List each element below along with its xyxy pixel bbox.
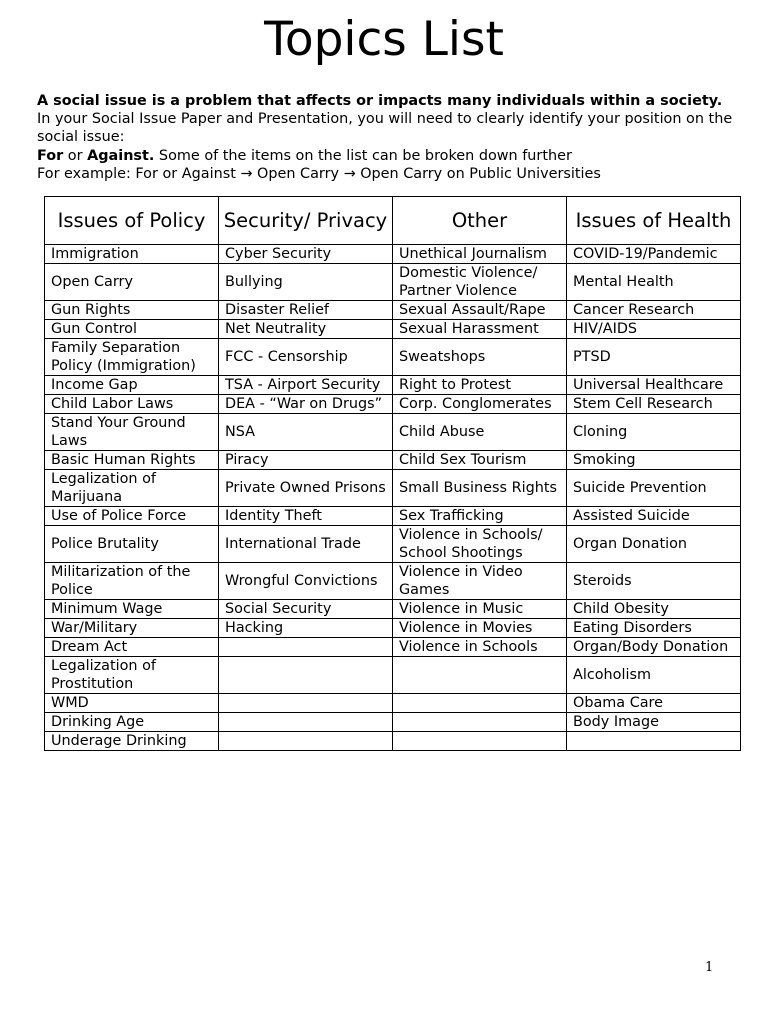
cell-other: Unethical Journalism: [393, 245, 567, 264]
cell-policy: Minimum Wage: [45, 600, 219, 619]
table-row: [45, 563, 741, 600]
cell-policy: Use of Police Force: [45, 507, 219, 526]
example-line: For example: For or Against → Open Carry → Open Carry on Public Universities: [37, 165, 601, 182]
position-line: [37, 147, 737, 165]
cell-health: Mental Health: [567, 264, 741, 301]
cell-health: Eating Disorders: [567, 619, 741, 638]
cell-security-privacy: Disaster Relief: [219, 301, 393, 320]
cell-security-privacy: Identity Theft: [219, 507, 393, 526]
cell-security-privacy: DEA - “War on Drugs”: [219, 395, 393, 414]
cell-health: [567, 732, 741, 751]
topics-table: [44, 196, 741, 751]
cell-other: [393, 713, 567, 732]
intro-text: [37, 92, 737, 183]
cell-other: Violence in Music: [393, 600, 567, 619]
table-row: [45, 657, 741, 694]
table-row: [45, 600, 741, 619]
cell-health: Steroids: [567, 563, 741, 600]
table-row: [45, 245, 741, 264]
cell-policy: Dream Act: [45, 638, 219, 657]
breakdown-note: Some of the items on the list can be broken down further: [154, 147, 572, 164]
cell-health: Obama Care: [567, 694, 741, 713]
intro-definition: A social issue is a problem that affects or impacts many individuals within a society.: [37, 93, 723, 109]
cell-health: Child Obesity: [567, 600, 741, 619]
intro-paragraph: [37, 92, 737, 147]
cell-security-privacy: [219, 638, 393, 657]
table-row: [45, 264, 741, 301]
cell-security-privacy: FCC - Censorship: [219, 339, 393, 376]
cell-security-privacy: Bullying: [219, 264, 393, 301]
cell-policy: Income Gap: [45, 376, 219, 395]
cell-other: [393, 694, 567, 713]
cell-security-privacy: Private Owned Prisons: [219, 470, 393, 507]
against-label: Against.: [87, 147, 155, 164]
table-row: [45, 638, 741, 657]
cell-health: Smoking: [567, 451, 741, 470]
cell-security-privacy: Piracy: [219, 451, 393, 470]
table-row: [45, 694, 741, 713]
cell-security-privacy: [219, 713, 393, 732]
table-row: [45, 470, 741, 507]
table-row: [45, 619, 741, 638]
or-text: or: [63, 147, 88, 164]
table-row: [45, 732, 741, 751]
cell-policy: Underage Drinking: [45, 732, 219, 751]
cell-policy: Militarization of the Police: [45, 563, 219, 600]
table-row: [45, 713, 741, 732]
cell-other: Violence in Movies: [393, 619, 567, 638]
cell-security-privacy: Hacking: [219, 619, 393, 638]
cell-other: Violence in Video Games: [393, 563, 567, 600]
cell-health: Organ/Body Donation: [567, 638, 741, 657]
cell-policy: Gun Rights: [45, 301, 219, 320]
cell-health: Organ Donation: [567, 526, 741, 563]
cell-security-privacy: NSA: [219, 414, 393, 451]
cell-security-privacy: Social Security: [219, 600, 393, 619]
cell-other: Corp. Conglomerates: [393, 395, 567, 414]
cell-other: Sweatshops: [393, 339, 567, 376]
cell-policy: Family Separation Policy (Immigration): [45, 339, 219, 376]
cell-policy: Open Carry: [45, 264, 219, 301]
table-row: [45, 301, 741, 320]
cell-security-privacy: [219, 732, 393, 751]
cell-policy: Legalization of Prostitution: [45, 657, 219, 694]
cell-policy: Drinking Age: [45, 713, 219, 732]
column-header-security-privacy: Security/ Privacy: [219, 197, 393, 245]
cell-other: Violence in Schools/ School Shootings: [393, 526, 567, 563]
cell-other: Violence in Schools: [393, 638, 567, 657]
cell-health: PTSD: [567, 339, 741, 376]
cell-policy: Gun Control: [45, 320, 219, 339]
cell-security-privacy: International Trade: [219, 526, 393, 563]
cell-health: Suicide Prevention: [567, 470, 741, 507]
cell-policy: WMD: [45, 694, 219, 713]
cell-health: Cancer Research: [567, 301, 741, 320]
cell-health: Stem Cell Research: [567, 395, 741, 414]
cell-health: COVID-19/Pandemic: [567, 245, 741, 264]
table-row: [45, 451, 741, 470]
cell-other: Right to Protest: [393, 376, 567, 395]
table-row: [45, 339, 741, 376]
cell-security-privacy: Wrongful Convictions: [219, 563, 393, 600]
page-number: 1: [705, 960, 714, 975]
cell-other: [393, 657, 567, 694]
cell-other: [393, 732, 567, 751]
cell-policy: Basic Human Rights: [45, 451, 219, 470]
cell-security-privacy: Net Neutrality: [219, 320, 393, 339]
cell-other: Domestic Violence/ Partner Violence: [393, 264, 567, 301]
cell-health: HIV/AIDS: [567, 320, 741, 339]
cell-other: Child Sex Tourism: [393, 451, 567, 470]
cell-other: Sexual Assault/Rape: [393, 301, 567, 320]
table-row: [45, 320, 741, 339]
cell-other: Child Abuse: [393, 414, 567, 451]
cell-policy: Stand Your Ground Laws: [45, 414, 219, 451]
table-row: [45, 414, 741, 451]
cell-security-privacy: [219, 657, 393, 694]
cell-health: Assisted Suicide: [567, 507, 741, 526]
intro-instructions: In your Social Issue Paper and Presentation, you will need to clearly identify your position on the social issue:: [37, 111, 733, 146]
cell-security-privacy: TSA - Airport Security: [219, 376, 393, 395]
column-header-health: Issues of Health: [567, 197, 741, 245]
cell-policy: Child Labor Laws: [45, 395, 219, 414]
table-row: [45, 526, 741, 563]
cell-health: Cloning: [567, 414, 741, 451]
cell-policy: Police Brutality: [45, 526, 219, 563]
table-row: [45, 376, 741, 395]
cell-other: Sexual Harassment: [393, 320, 567, 339]
cell-policy: Immigration: [45, 245, 219, 264]
cell-policy: Legalization of Marijuana: [45, 470, 219, 507]
column-header-other: Other: [393, 197, 567, 245]
cell-security-privacy: [219, 694, 393, 713]
table-row: [45, 507, 741, 526]
cell-health: Alcoholism: [567, 657, 741, 694]
cell-other: Small Business Rights: [393, 470, 567, 507]
table-row: [45, 395, 741, 414]
topics-table-body: [45, 245, 741, 751]
cell-policy: War/Military: [45, 619, 219, 638]
cell-health: Body Image: [567, 713, 741, 732]
header-row: [45, 197, 741, 245]
page-title: Topics List: [264, 12, 504, 67]
cell-security-privacy: Cyber Security: [219, 245, 393, 264]
cell-other: Sex Trafficking: [393, 507, 567, 526]
for-label: For: [37, 147, 64, 164]
column-header-policy: Issues of Policy: [45, 197, 219, 245]
cell-health: Universal Healthcare: [567, 376, 741, 395]
